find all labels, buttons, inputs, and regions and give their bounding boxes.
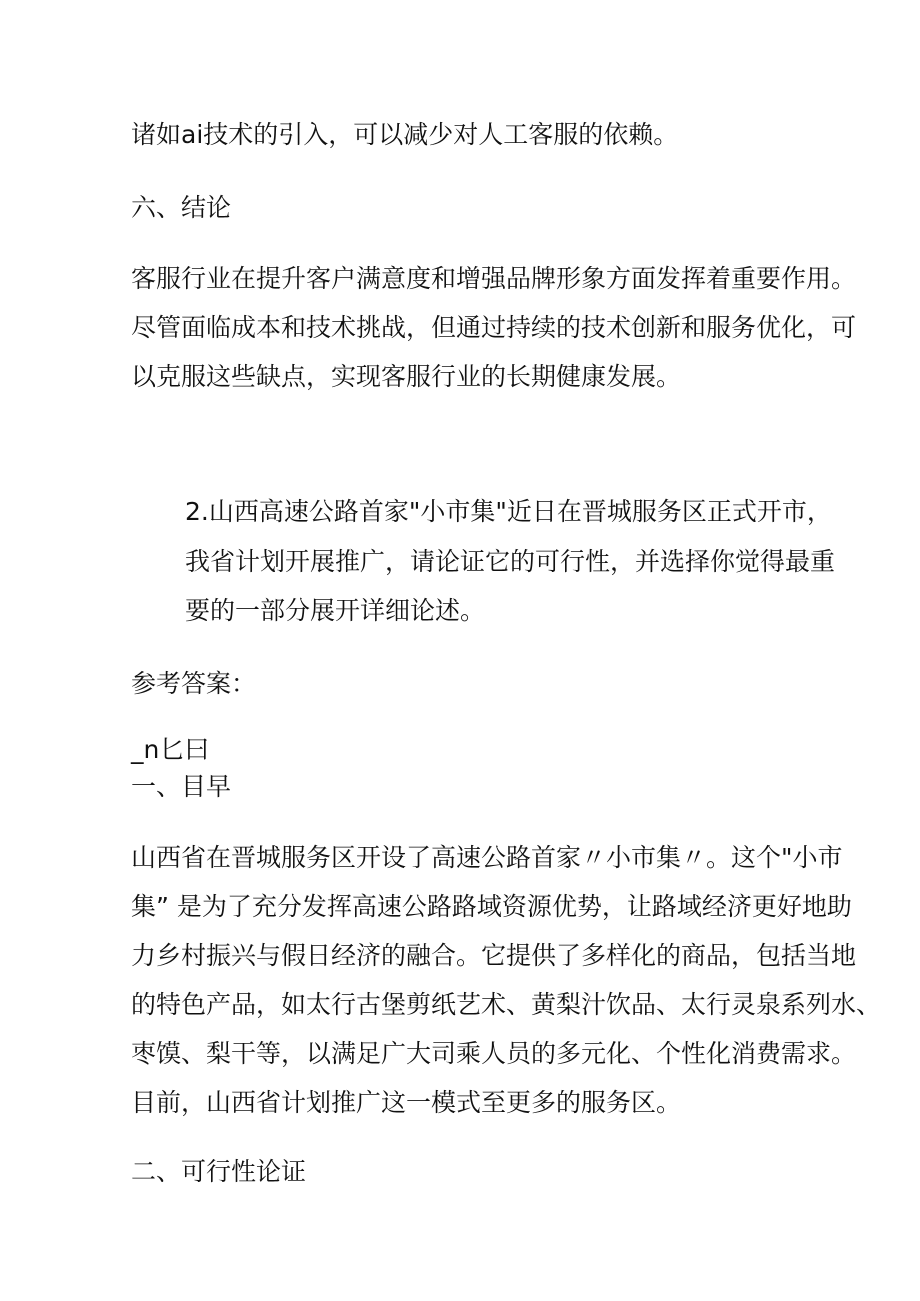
reference-answer-label: 参考答案： [131, 669, 257, 698]
section-one-line-2: 集” 是为了充分发挥高速公路路域资源优势，让路域经济更好地助 [131, 892, 852, 921]
conclusion-line-1: 客服行业在提升客户满意度和增强品牌形象方面发挥着重要作用。 [131, 264, 857, 293]
section-one-line-1: 山西省在晋城服务区开设了高速公路首家〃小市集〃。这个"小市 [131, 843, 843, 872]
intro-tail-text: 诸如ai技术的引入，可以减少对人工客服的依赖。 [131, 120, 679, 149]
question-two-line-1: 2.山西高速公路首家"小市集"近日在晋城服务区正式开市， [185, 497, 832, 526]
conclusion-line-2: 尽管面临成本和技术挑战，但通过持续的技术创新和服务优化，可 [131, 313, 857, 342]
question-two-line-2: 我省计划开展推广，请论证它的可行性，并选择你觉得最重 [185, 547, 836, 576]
garbled-heading: _n匕曰 [131, 735, 210, 764]
question-two-line-3: 要的一部分展开详细论述。 [185, 596, 486, 625]
section-one-heading: 一、目早 [131, 772, 232, 801]
section-two-heading: 二、可行性论证 [131, 1157, 307, 1186]
section-one-line-4: 的特色产品，如太行古堡剪纸艺术、黄梨汁饮品、太行灵泉系列水、 [131, 990, 882, 1019]
section-one-line-3: 力乡村振兴与假日经济的融合。它提供了多样化的商品，包括当地 [131, 941, 857, 970]
section-one-line-5: 枣馍、梨干等，以满足广大司乘人员的多元化、个性化消费需求。 [131, 1039, 857, 1068]
section-one-line-6: 目前，山西省计划推广这一模式至更多的服务区。 [131, 1088, 682, 1117]
conclusion-line-3: 以克服这些缺点，实现客服行业的长期健康发展。 [131, 362, 682, 391]
section-six-heading: 六、结论 [131, 193, 232, 222]
